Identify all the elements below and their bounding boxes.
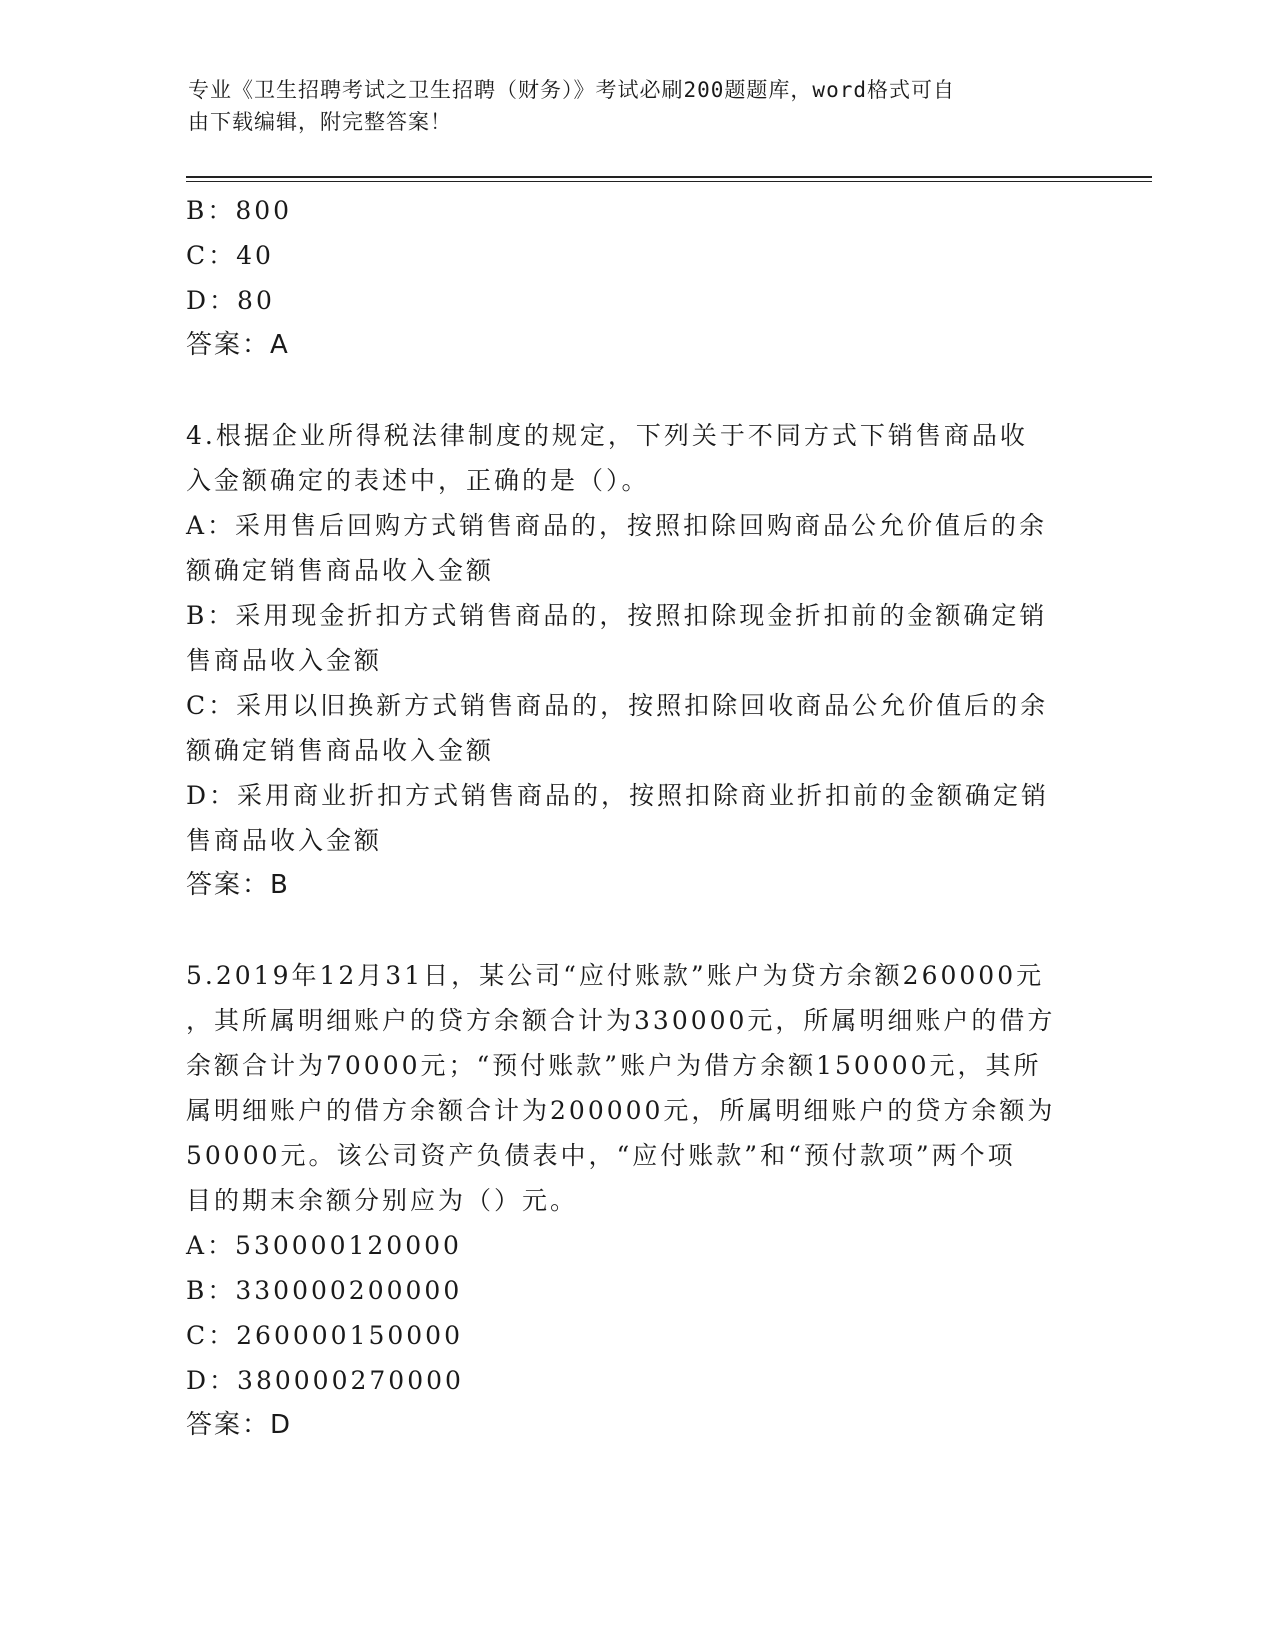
question-stem-line: 5.2019年12月31日，某公司“应付账款”账户为贷方余额260000元 xyxy=(186,961,1045,990)
header-rule-thin xyxy=(186,181,1152,182)
header-title-line-1: 专业《卫生招聘考试之卫生招聘（财务）》考试必刷200题题库，word格式可自 xyxy=(188,78,955,102)
question-stem-line: 4.根据企业所得税法律制度的规定，下列关于不同方式下销售商品收 xyxy=(186,421,1028,450)
option-c-continued: 额确定销售商品收入金额 xyxy=(186,736,495,765)
question-stem-line: ，其所属明细账户的贷方余额合计为330000元，所属明细账户的借方 xyxy=(186,1006,1056,1035)
option-a-continued: 额确定销售商品收入金额 xyxy=(186,556,495,585)
answer-line: 答案：D xyxy=(186,1410,293,1440)
document-body xyxy=(186,188,1086,1448)
question-4 xyxy=(186,413,1086,908)
spacer xyxy=(186,908,1086,953)
spacer xyxy=(186,368,1086,413)
option-b-continued: 售商品收入金额 xyxy=(186,646,383,675)
question-stem-line: 入金额确定的表述中，正确的是（）。 xyxy=(186,466,650,495)
option-b: B：800 xyxy=(186,196,293,225)
question-stem-line: 50000元。该公司资产负债表中，“应付账款”和“预付款项”两个项 xyxy=(186,1141,1016,1170)
option-b: B：采用现金折扣方式销售商品的，按照扣除现金折扣前的金额确定销 xyxy=(186,601,1048,630)
answer-line: 答案：B xyxy=(186,870,290,900)
option-c: C：260000150000 xyxy=(186,1321,463,1350)
header-title-line-2: 由下载编辑，附完整答案！ xyxy=(188,110,452,134)
option-c: C：采用以旧换新方式销售商品的，按照扣除回收商品公允价值后的余 xyxy=(186,691,1049,720)
option-d: D：80 xyxy=(186,286,275,315)
answer-line: 答案：A xyxy=(186,330,290,360)
question-stem-line: 余额合计为70000元；“预付账款”账户为借方余额150000元，其所 xyxy=(186,1051,1042,1080)
header-rule-thick xyxy=(186,176,1152,178)
option-d-continued: 售商品收入金额 xyxy=(186,826,383,855)
option-d: D：采用商业折扣方式销售商品的，按照扣除商业折扣前的金额确定销 xyxy=(186,781,1050,810)
option-a: A：采用售后回购方式销售商品的，按照扣除回购商品公允价值后的余 xyxy=(186,511,1048,540)
document-header xyxy=(188,74,1068,138)
question-stem-line: 目的期末余额分别应为（）元。 xyxy=(186,1186,579,1215)
question-3-tail xyxy=(186,188,1086,368)
question-5 xyxy=(186,953,1086,1448)
option-b: B：330000200000 xyxy=(186,1276,463,1305)
option-d: D：380000270000 xyxy=(186,1366,464,1395)
option-c: C：40 xyxy=(186,241,274,270)
question-stem-line: 属明细账户的借方余额合计为200000元，所属明细账户的贷方余额为 xyxy=(186,1096,1056,1125)
option-a: A：530000120000 xyxy=(186,1231,462,1260)
